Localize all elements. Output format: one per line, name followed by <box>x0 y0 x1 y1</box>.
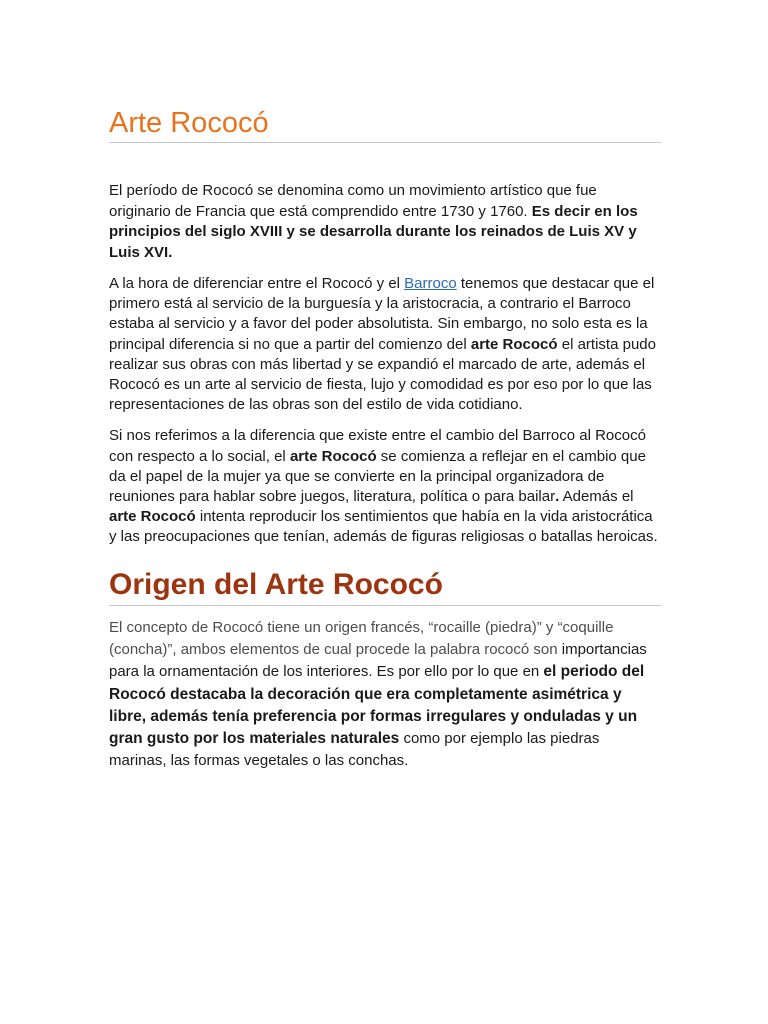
social-text-1: Si nos referimos a la diferencia que existe entre el cambio del Barroco al Rococó con respecto a lo social, el <box>109 427 646 465</box>
diferencia-text-3: el artista pudo realizar sus obras con más libertad y se expandió el marcado de arte, además el Rococó es un arte al servicio de fiesta, lujo y comodidad es por eso por lo que las representaciones de las obras son del estilo de vida cotidiano. <box>109 335 656 414</box>
social-text-3: Además el <box>559 488 634 506</box>
paragraph-diferencia <box>109 274 661 415</box>
origen-bold-1: el periodo del Rococó destacaba la decoración que era completamente asimétrica y libre, además tenía preferencia por formas irregulares y onduladas y un gran gusto por los materiales naturales <box>109 663 645 748</box>
diferencia-text-2: tenemos que destacar que el primero está al servicio de la burguesía y la aristocracia, a contrario el Barroco estaba al servicio y a favor del poder absolutista. Sin embargo, no solo esta es la principal diferencia si no que a partir del comienzo del <box>109 275 655 353</box>
intro-bold-text: Es decir en los principios del siglo XVIII y se desarrolla durante los reinados de Luis XV y Luis XVI. <box>109 202 638 261</box>
heading-arte-rococo: Arte Rococó <box>109 104 661 143</box>
origen-text-2: importancias para la ornamentación de los interiores. Es por ello por lo que en <box>109 640 647 681</box>
social-bold-2: . <box>555 488 560 506</box>
document-content <box>109 104 661 773</box>
social-text-2: se comienza a reflejar en el cambio que da el papel de la mujer ya que se convierte en la principal organizadora de reuniones para hablar sobre juegos, literatura, política o para bailar <box>109 447 646 506</box>
paragraph-social <box>109 426 661 547</box>
barroco-link[interactable]: Barroco <box>404 275 457 292</box>
origen-text-1: El concepto de Rococó tiene un origen francés, “rocaille (piedra)” y “coquille (concha)”, ambos elementos de cual procede la palabra rococó son <box>109 618 614 658</box>
paragraph-origen <box>109 617 661 773</box>
origen-text-3: como por ejemplo las piedras marinas, las formas vegetales o las conchas. <box>109 730 600 770</box>
heading-origen: Origen del Arte Rococó <box>109 566 661 606</box>
social-text-4: intenta reproducir los sentimientos que había en la vida aristocrática y las preocupaciones que tenían, además de figuras religiosas o batallas heroicas. <box>109 508 658 546</box>
diferencia-bold-1: arte Rococó <box>470 335 558 353</box>
diferencia-text-1: A la hora de diferenciar entre el Rococó y el <box>109 275 405 292</box>
paragraph-intro <box>109 181 661 263</box>
social-bold-3: arte Rococó <box>109 508 196 526</box>
social-bold-1: arte Rococó <box>289 447 377 465</box>
intro-text: El período de Rococó se denomina como un movimiento artístico que fue originario de Francia que está comprendido entre 1730 y 1760. <box>109 182 597 220</box>
